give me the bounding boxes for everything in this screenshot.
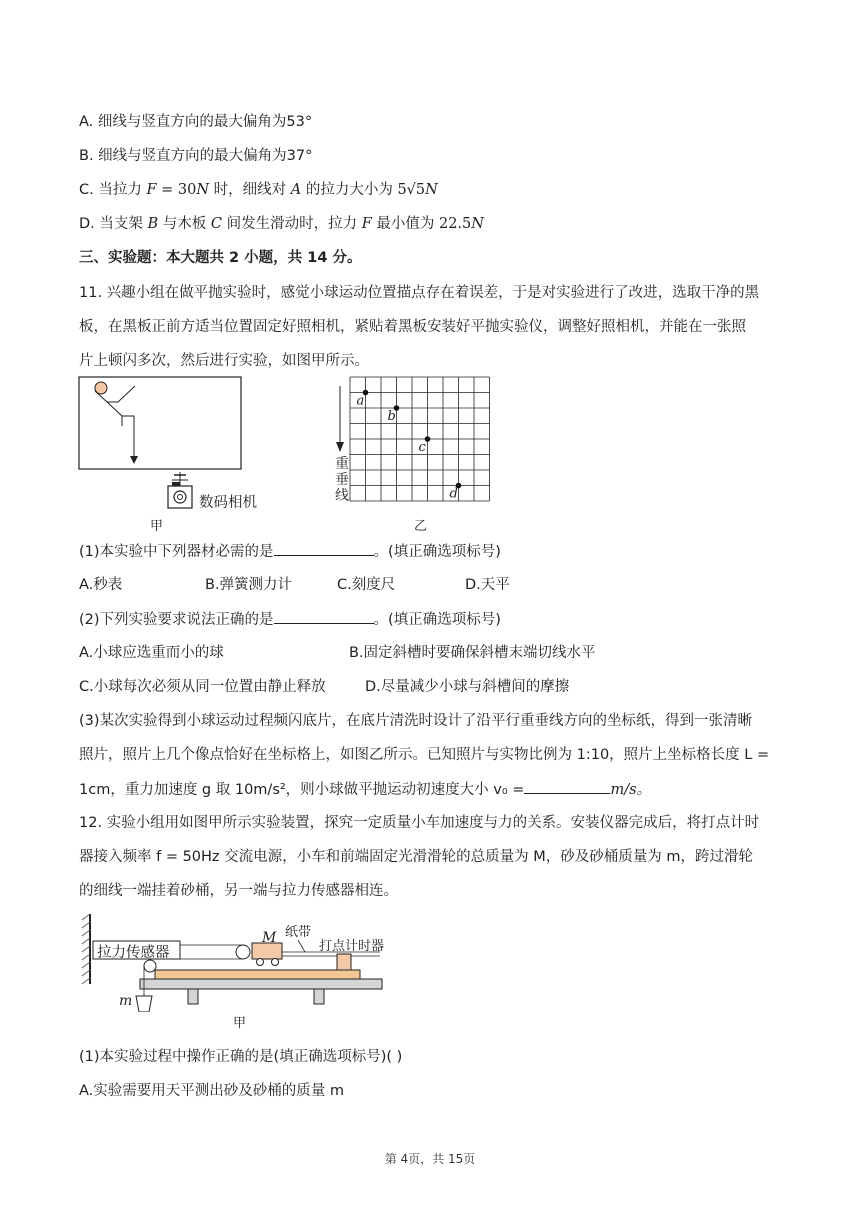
figure-yi-caption: 乙 [414,519,428,534]
option-label: A.小球应选重而小的球 [79,645,224,661]
q11-intro-1: 11. 兴趣小组在做平抛实验时，感觉小球运动位置描点存在着误差，于是对实验进行了改进，选取干净的黑 [79,285,760,301]
plumb-char: 线 [335,488,349,504]
symbol-f: F [361,216,372,232]
q11-intro-3: 片上顿闪多次，然后进行实验，如图甲所示。 [79,353,369,369]
option-label: D.天平 [465,577,510,593]
q12-sub1: (1)本实验过程中操作正确的是(填正确选项标号)( ) [79,1049,403,1065]
q11-sub1-end: 。(填正确选项标号) [373,544,501,560]
answer-blank[interactable] [274,609,374,624]
option-label: B.固定斜槽时要确保斜槽末端切线水平 [349,645,596,661]
symbol-a: A [290,182,302,198]
unit-n: N [425,182,438,198]
q11-sub3-1: (3)某次实验得到小球运动过程频闪底片，在底片清洗时设计了沿平行重垂线方向的坐标纸，得到一张清晰 [79,713,753,729]
q11-sub2 [79,609,501,630]
point-label-c: c [418,440,426,455]
option-c [79,180,438,200]
option-d-end: 最小值为 22.5 [371,216,472,232]
q12-intro-2: 器接入频率 f = 50Hz 交流电源，小车和前端固定光滑滑轮的总质量为 M，砂及砂桶质量为 m，跨过滑轮 [79,849,754,865]
page-footer: 第 4页，共 15页 [384,1152,476,1166]
option-label: D.尽量减少小球与斜槽间的摩擦 [365,679,570,695]
q11-sub3-3-text: 1cm，重力加速度 g 取 10m/s²，则小球做平抛运动初速度大小 v₀ = [79,782,525,798]
option-c-end: 的拉力大小为 5√5 [301,182,426,198]
q12-intro-1: 12. 实验小组用如图甲所示实验装置，探究一定质量小车加速度与力的关系。安装仪器完成后，将打点计时 [79,815,760,831]
sensor-label: 拉力传感器 [97,945,170,961]
figure-q12-caption: 甲 [233,1016,247,1031]
q11-sub3-3-end: m/s。 [610,782,652,798]
plumb-line-label [335,456,349,504]
symbol-f: F [146,182,157,198]
q11-sub1-text: (1)本实验中下列器材必需的是 [79,544,274,560]
option-d-post: 间发生滑动时，拉力 [221,216,362,232]
q11-intro-2: 板，在黑板正前方适当位置固定好照相机，紧贴着黑板安装好平抛实验仪，调整好照相机，并能在一张照 [79,319,746,335]
option-label: B.弹簧测力计 [205,577,293,593]
answer-blank[interactable] [524,779,610,794]
symbol-c: C [210,216,222,232]
option-d-pre: D. 当支架 [79,216,148,232]
cart-mass-label: M [262,930,277,946]
unit-n: N [196,182,210,198]
q11-sub1 [79,541,501,562]
point-label-a: a [356,393,365,409]
unit-n: N [471,216,484,232]
timer-label: 打点计时器 [319,939,385,954]
option-d-mid: 与木板 [158,216,211,232]
plumb-char: 重 [335,456,349,472]
q11-sub3-3 [79,779,651,800]
option-d [79,214,484,234]
option-label: C.刻度尺 [337,577,396,593]
plumb-arrow-head [336,442,344,452]
option-label: A.秒表 [79,577,123,593]
option-label: C.小球每次必须从同一位置由静止释放 [79,679,326,695]
option-b: B. 细线与竖直方向的最大偏角为37° [79,148,313,164]
option-a: A. 细线与竖直方向的最大偏角为53° [79,114,313,130]
tape-label: 纸带 [285,925,312,940]
q12-intro-3: 的细线一端挂着砂桶，另一端与拉力传感器相连。 [79,883,398,899]
camera-label: 数码相机 [199,495,257,511]
section-title: 三、实验题：本大题共 2 小题，共 14 分。 [79,250,362,266]
bucket-mass-label: m [119,993,133,1009]
q12-sub1-option-a: A.实验需要用天平测出砂及砂桶的质量 m [79,1083,345,1099]
answer-blank[interactable] [274,541,374,556]
plumb-char: 垂 [335,472,349,488]
point-label-d: d [449,486,458,502]
figure-jia-caption: 甲 [150,519,164,534]
option-c-post: 时，细线对 [209,182,291,198]
point-label-b: b [387,409,396,424]
q11-sub3-2: 照片，照片上几个像点恰好在坐标格上，如图乙所示。已知照片与实物比例为 1:10，照片上坐标格长度 L = [79,747,770,763]
symbol-b: B [147,216,159,232]
q11-sub2-end: 。(填正确选项标号) [373,612,501,628]
option-c-pre: C. 当拉力 [79,182,147,198]
q11-sub2-text: (2)下列实验要求说法正确的是 [79,612,274,628]
option-c-mid: = 30 [156,182,197,198]
